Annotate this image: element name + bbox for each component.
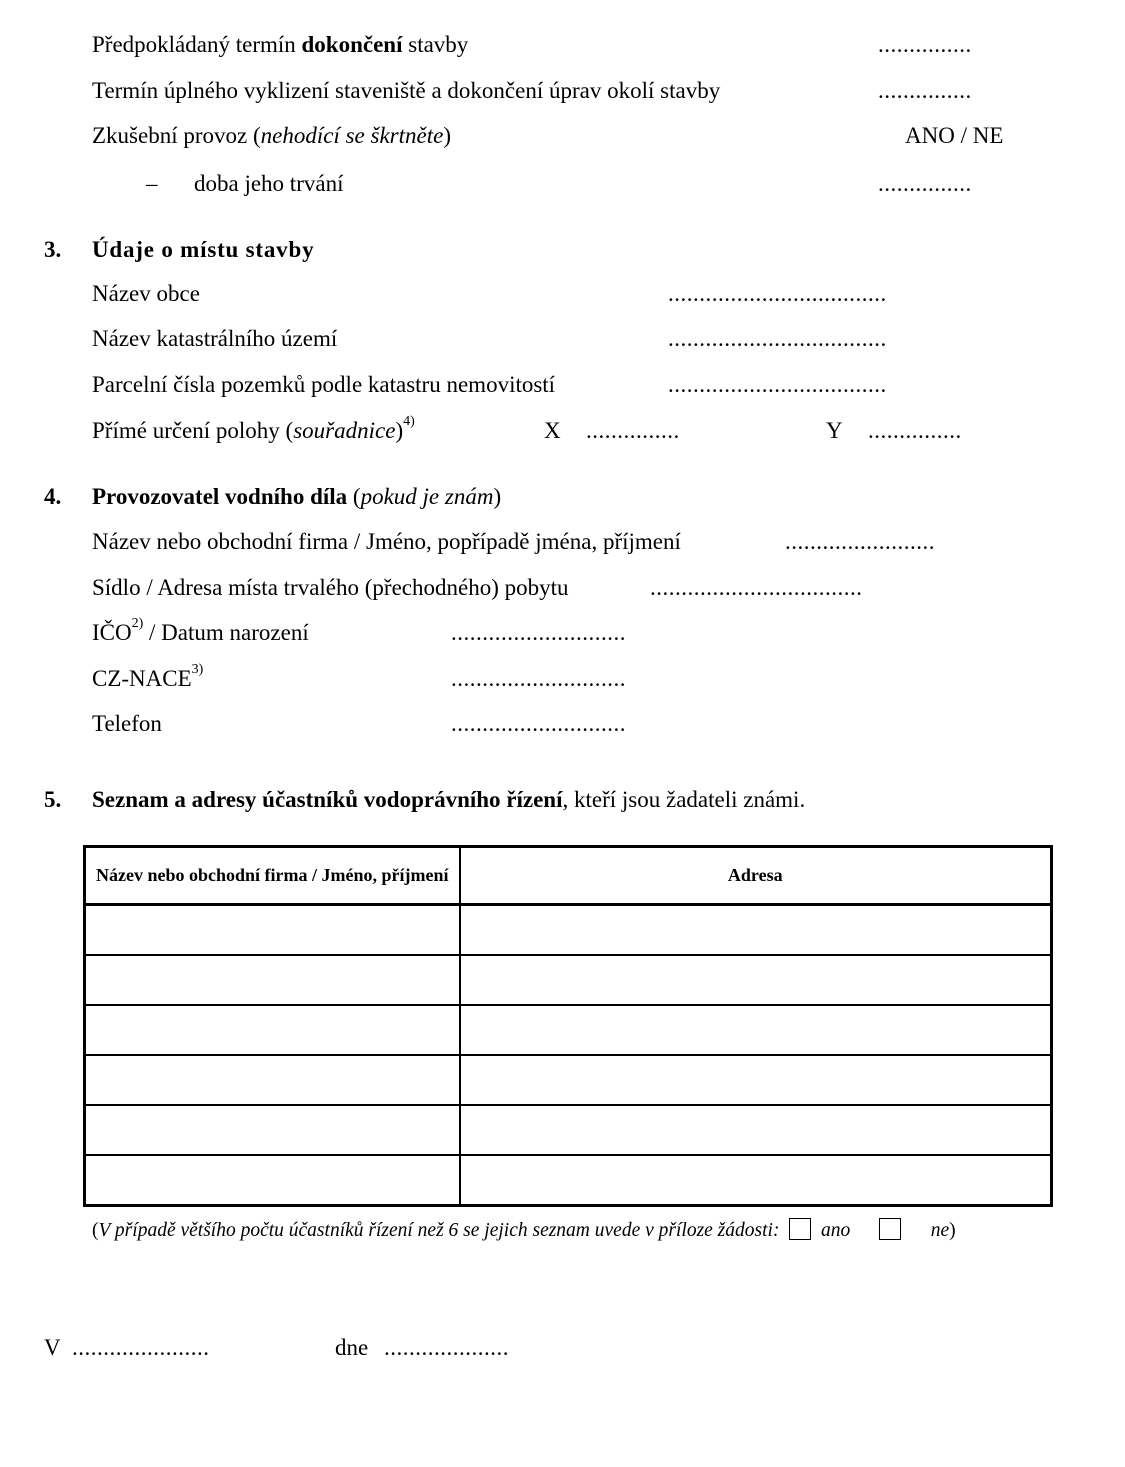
operator-name-label: Název nebo obchodní firma / Jméno, popřípadě jména, příjmení <box>92 529 681 554</box>
x-coordinate-label: X <box>544 418 561 443</box>
section4-number: 4. <box>44 484 62 509</box>
cadastral-area-label: Název katastrálního území <box>92 326 338 351</box>
participant-address-cell[interactable] <box>460 1005 1052 1055</box>
section3-title: Údaje o místu stavby <box>92 237 315 262</box>
table-row <box>85 1105 1052 1155</box>
x-coordinate-field[interactable]: ............... <box>586 418 680 443</box>
participant-name-cell[interactable] <box>85 955 460 1005</box>
table-row <box>85 1055 1052 1105</box>
participant-name-cell[interactable] <box>85 1105 460 1155</box>
municipality-field[interactable]: ................................... <box>668 281 887 306</box>
y-coordinate-label: Y <box>826 418 843 443</box>
nace-field[interactable]: ............................ <box>451 666 626 691</box>
participant-address-cell[interactable] <box>460 955 1052 1005</box>
municipality-label: Název obce <box>92 281 200 306</box>
date-label: dne <box>335 1335 369 1360</box>
column-header-address: Adresa <box>460 847 1052 905</box>
parcel-numbers-label: Parcelní čísla pozemků podle katastru nemovitostí <box>92 372 556 397</box>
clearance-date-field[interactable]: ............... <box>878 78 972 103</box>
table-row <box>85 955 1052 1005</box>
participant-address-cell[interactable] <box>460 905 1052 956</box>
section5-title: Seznam a adresy účastníků vodoprávního řízení, kteří jsou žadateli známi. <box>92 787 806 812</box>
y-coordinate-field[interactable]: ............... <box>868 418 962 443</box>
participant-name-cell[interactable] <box>85 1155 460 1206</box>
ico-field[interactable]: ............................ <box>451 620 626 645</box>
ico-label: IČO$^{2)}$ / Datum narození <box>92 616 309 645</box>
date-field[interactable]: .................... <box>384 1335 509 1360</box>
participant-address-cell[interactable] <box>460 1105 1052 1155</box>
table-row <box>85 1155 1052 1206</box>
parcel-numbers-field[interactable]: ................................... <box>668 372 887 397</box>
completion-date-field[interactable]: ............... <box>878 32 972 57</box>
duration-label: doba jeho trvání <box>194 171 344 196</box>
participant-name-cell[interactable] <box>85 1055 460 1105</box>
table-row <box>85 1005 1052 1055</box>
attachment-no-checkbox[interactable] <box>879 1218 901 1240</box>
duration-field[interactable]: ............... <box>878 171 972 196</box>
table-row <box>85 905 1052 956</box>
cadastral-area-field[interactable]: ................................... <box>668 326 887 351</box>
participant-address-cell[interactable] <box>460 1155 1052 1206</box>
section5-number: 5. <box>44 787 62 812</box>
attachment-note: (V případě většího počtu účastníků řízení než 6 se jejich seznam uvede v příloze žádosti: ano ne) <box>92 1220 956 1241</box>
table-header-row <box>85 847 1052 905</box>
participant-name-cell[interactable] <box>85 905 460 956</box>
clearance-date-label: Termín úplného vyklizení staveniště a dokončení úprav okolí stavby <box>92 78 721 103</box>
place-field[interactable]: ...................... <box>72 1335 210 1360</box>
trial-operation-choice[interactable]: ANO / NE <box>905 123 1004 148</box>
completion-date-label: Předpokládaný termín dokončení stavby <box>92 32 469 57</box>
operator-name-field[interactable]: ........................ <box>785 529 935 554</box>
participant-address-cell[interactable] <box>460 1055 1052 1105</box>
duration-dash: – <box>146 171 158 196</box>
attachment-yes-checkbox[interactable] <box>789 1218 811 1240</box>
operator-seat-label: Sídlo / Adresa místa trvalého (přechodného) pobytu <box>92 575 569 600</box>
attachment-yes-label: ano <box>820 1220 851 1241</box>
operator-seat-field[interactable]: .................................. <box>650 575 863 600</box>
place-label: V <box>44 1335 61 1360</box>
participants-table <box>83 845 1053 1207</box>
column-header-name: Název nebo obchodní firma / Jméno, příjmení <box>85 847 460 905</box>
section3-number: 3. <box>44 237 62 262</box>
trial-operation-label: Zkušební provoz (nehodící se škrtněte) <box>92 123 451 148</box>
phone-label: Telefon <box>92 711 162 736</box>
phone-field[interactable]: ............................ <box>451 711 626 736</box>
section4-title: Provozovatel vodního díla (pokud je znám) <box>92 484 502 509</box>
participant-name-cell[interactable] <box>85 1005 460 1055</box>
attachment-no-label: ne <box>930 1220 950 1241</box>
nace-label: CZ-NACE$^{3)}$ <box>92 662 204 691</box>
position-label: Přímé určení polohy (souřadnice)$^{4)}$ <box>92 414 415 443</box>
